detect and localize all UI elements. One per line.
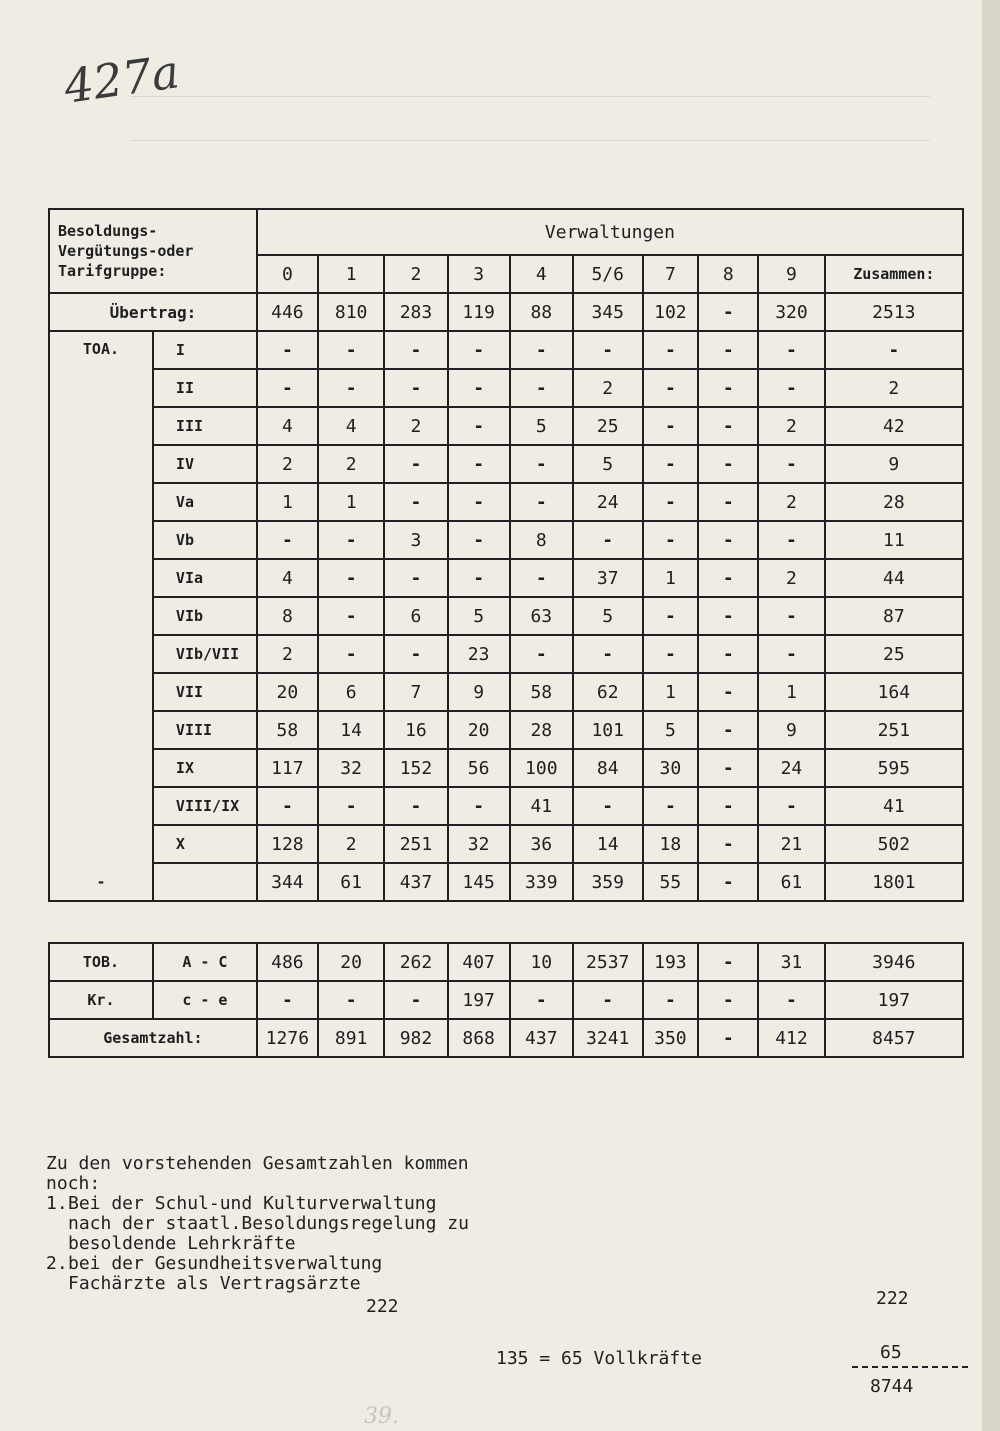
value-cell: 5: [573, 445, 643, 483]
value-cell: 262: [384, 943, 447, 981]
note-item-2-value: 135 = 65 Vollkräfte: [496, 1348, 702, 1369]
kr-label: Kr.: [49, 981, 153, 1019]
value-cell: 145: [448, 863, 510, 901]
note-item-1-total: 222: [876, 1288, 909, 1309]
value-cell: -: [318, 597, 384, 635]
value-cell: -: [318, 521, 384, 559]
value-cell: -: [573, 331, 643, 369]
value-cell: -: [510, 635, 573, 673]
value-cell: -: [318, 559, 384, 597]
value-cell: -: [698, 369, 758, 407]
row-total-cell: 9: [825, 445, 963, 483]
spacer-cell: [49, 901, 963, 943]
column-header: 2: [384, 255, 447, 293]
admin-header-label: Verwaltungen: [544, 221, 675, 243]
page-edge: [982, 0, 1000, 1431]
row-total-cell: -: [825, 331, 963, 369]
value-cell: -: [510, 981, 573, 1019]
value-cell: -: [698, 673, 758, 711]
value-cell: 8: [510, 521, 573, 559]
value-cell: -: [758, 369, 824, 407]
value-cell: 16: [384, 711, 447, 749]
value-cell: -: [698, 711, 758, 749]
value-cell: 14: [573, 825, 643, 863]
tob-row: [49, 943, 963, 981]
value-cell: 2: [257, 635, 318, 673]
admin-header: [257, 209, 963, 255]
table-row: [49, 749, 963, 787]
value-cell: 412: [758, 1019, 824, 1057]
row-total-cell: 502: [825, 825, 963, 863]
value-cell: 62: [573, 673, 643, 711]
value-cell: 446: [257, 293, 318, 331]
value-cell: -: [384, 445, 447, 483]
group-cell: VIa: [153, 559, 257, 597]
bleed-through-line: [130, 96, 930, 97]
value-cell: 982: [384, 1019, 447, 1057]
table-row: [49, 673, 963, 711]
note-item-2-text: bei der Gesundheitsverwaltung Fachärzte als Vertragsärzte: [68, 1253, 383, 1294]
value-cell: 7: [384, 673, 447, 711]
table-row: [49, 521, 963, 559]
row-total-cell: 2513: [825, 293, 963, 331]
page-number-ghost: 39.: [364, 1404, 399, 1429]
personnel-table: [48, 208, 964, 1058]
value-cell: -: [448, 369, 510, 407]
value-cell: -: [698, 407, 758, 445]
row-total-cell: 87: [825, 597, 963, 635]
value-cell: -: [698, 293, 758, 331]
spacer-row: [49, 901, 963, 943]
value-cell: 9: [448, 673, 510, 711]
value-cell: 1: [758, 673, 824, 711]
group-cell: IX: [153, 749, 257, 787]
value-cell: -: [758, 981, 824, 1019]
header-row: [49, 209, 963, 255]
value-cell: -: [698, 559, 758, 597]
value-cell: 24: [758, 749, 824, 787]
group-cell: III: [153, 407, 257, 445]
row-total-cell: 41: [825, 787, 963, 825]
value-cell: 6: [318, 673, 384, 711]
value-cell: 1: [643, 559, 699, 597]
value-cell: -: [698, 445, 758, 483]
value-cell: -: [758, 445, 824, 483]
value-cell: -: [510, 331, 573, 369]
value-cell: 100: [510, 749, 573, 787]
value-cell: 61: [318, 863, 384, 901]
value-cell: 58: [257, 711, 318, 749]
value-cell: 5: [573, 597, 643, 635]
value-cell: -: [758, 331, 824, 369]
column-header: Zusammen:: [825, 255, 963, 293]
value-cell: -: [448, 445, 510, 483]
table-row: [49, 711, 963, 749]
value-cell: 4: [318, 407, 384, 445]
value-cell: -: [698, 943, 758, 981]
value-cell: 2: [758, 559, 824, 597]
value-cell: 101: [573, 711, 643, 749]
table-row: [49, 597, 963, 635]
value-cell: -: [758, 597, 824, 635]
value-cell: -: [698, 483, 758, 521]
table-body: [49, 209, 963, 1057]
value-cell: 437: [510, 1019, 573, 1057]
value-cell: -: [510, 369, 573, 407]
value-cell: -: [257, 521, 318, 559]
value-cell: -: [643, 445, 699, 483]
group-cell: VII: [153, 673, 257, 711]
value-cell: 24: [573, 483, 643, 521]
value-cell: 6: [384, 597, 447, 635]
grand-total: 8744: [870, 1376, 914, 1397]
column-header: 9: [758, 255, 824, 293]
value-cell: 2: [573, 369, 643, 407]
uebertrag-label: Übertrag:: [49, 293, 257, 331]
value-cell: 345: [573, 293, 643, 331]
row-total-cell: 42: [825, 407, 963, 445]
total-row: [49, 1019, 963, 1057]
value-cell: 32: [318, 749, 384, 787]
kr-row: [49, 981, 963, 1019]
row-total-cell: 2: [825, 369, 963, 407]
group-cell: VIII/IX: [153, 787, 257, 825]
value-cell: -: [448, 787, 510, 825]
value-cell: 152: [384, 749, 447, 787]
value-cell: 4: [257, 407, 318, 445]
value-cell: -: [573, 521, 643, 559]
value-cell: 25: [573, 407, 643, 445]
handwritten-folio-number: 427a: [60, 44, 183, 114]
value-cell: -: [643, 597, 699, 635]
row-total-cell: 197: [825, 981, 963, 1019]
value-cell: -: [257, 981, 318, 1019]
value-cell: -: [448, 483, 510, 521]
row-total-cell: 1801: [825, 863, 963, 901]
row-total-cell: 25: [825, 635, 963, 673]
value-cell: 197: [448, 981, 510, 1019]
value-cell: -: [698, 331, 758, 369]
value-cell: 30: [643, 749, 699, 787]
value-cell: -: [643, 483, 699, 521]
value-cell: 9: [758, 711, 824, 749]
value-cell: 5: [510, 407, 573, 445]
value-cell: -: [698, 749, 758, 787]
value-cell: -: [758, 521, 824, 559]
value-cell: -: [384, 981, 447, 1019]
group-cell: II: [153, 369, 257, 407]
value-cell: -: [257, 331, 318, 369]
row-total-cell: 11: [825, 521, 963, 559]
note-item-2-total: 65: [880, 1342, 902, 1363]
value-cell: 63: [510, 597, 573, 635]
value-cell: 21: [758, 825, 824, 863]
value-cell: 3: [384, 521, 447, 559]
empty-cell: [153, 863, 257, 901]
value-cell: -: [698, 863, 758, 901]
value-cell: -: [384, 559, 447, 597]
group-cell: I: [153, 331, 257, 369]
value-cell: 2: [758, 407, 824, 445]
row-total-cell: 44: [825, 559, 963, 597]
value-cell: 2: [318, 445, 384, 483]
value-cell: -: [448, 331, 510, 369]
value-cell: -: [698, 597, 758, 635]
value-cell: 37: [573, 559, 643, 597]
value-cell: -: [643, 407, 699, 445]
value-cell: 28: [510, 711, 573, 749]
value-cell: 344: [257, 863, 318, 901]
value-cell: -: [698, 825, 758, 863]
note-item-1: [46, 1194, 476, 1254]
value-cell: -: [643, 635, 699, 673]
notes: [46, 1154, 476, 1294]
table-row: [49, 445, 963, 483]
row-total-cell: 164: [825, 673, 963, 711]
table-row: [49, 331, 963, 369]
value-cell: 193: [643, 943, 699, 981]
value-cell: -: [643, 521, 699, 559]
value-cell: -: [698, 1019, 758, 1057]
group-cell: IV: [153, 445, 257, 483]
value-cell: 14: [318, 711, 384, 749]
value-cell: 20: [448, 711, 510, 749]
value-cell: -: [698, 787, 758, 825]
value-cell: 2: [318, 825, 384, 863]
value-cell: -: [257, 369, 318, 407]
value-cell: 407: [448, 943, 510, 981]
value-cell: 1276: [257, 1019, 318, 1057]
value-cell: -: [573, 787, 643, 825]
bleed-through-line: [130, 140, 930, 141]
value-cell: -: [448, 407, 510, 445]
value-cell: 20: [318, 943, 384, 981]
table-row: [49, 407, 963, 445]
value-cell: -: [643, 981, 699, 1019]
group-cell: VIb/VII: [153, 635, 257, 673]
row-total-cell: 8457: [825, 1019, 963, 1057]
group-cell: Vb: [153, 521, 257, 559]
group-cell: Va: [153, 483, 257, 521]
value-cell: 2537: [573, 943, 643, 981]
value-cell: -: [384, 787, 447, 825]
column-header: 8: [698, 255, 758, 293]
value-cell: 20: [257, 673, 318, 711]
value-cell: 1: [257, 483, 318, 521]
total-label: Gesamtzahl:: [49, 1019, 257, 1057]
note-item-2: [46, 1254, 476, 1294]
value-cell: 18: [643, 825, 699, 863]
value-cell: 61: [758, 863, 824, 901]
table-row: [49, 825, 963, 863]
value-cell: 36: [510, 825, 573, 863]
kr-group: c - e: [153, 981, 257, 1019]
row-total-cell: 595: [825, 749, 963, 787]
value-cell: 320: [758, 293, 824, 331]
value-cell: -: [510, 559, 573, 597]
value-cell: -: [510, 445, 573, 483]
tob-label: TOB.: [49, 943, 153, 981]
value-cell: 117: [257, 749, 318, 787]
value-cell: 5: [643, 711, 699, 749]
table-row: [49, 559, 963, 597]
table-row: [49, 635, 963, 673]
value-cell: -: [318, 369, 384, 407]
value-cell: 84: [573, 749, 643, 787]
column-header: 1: [318, 255, 384, 293]
column-header: 3: [448, 255, 510, 293]
value-cell: 283: [384, 293, 447, 331]
value-cell: 4: [257, 559, 318, 597]
uebertrag-row: [49, 293, 963, 331]
row-total-cell: 28: [825, 483, 963, 521]
sum-rule: [852, 1366, 968, 1368]
column-header: 7: [643, 255, 699, 293]
value-cell: -: [448, 521, 510, 559]
value-cell: -: [698, 981, 758, 1019]
value-cell: 2: [384, 407, 447, 445]
value-cell: 55: [643, 863, 699, 901]
note-item-1-text: Bei der Schul-und Kulturverwaltung nach der staatl.Besoldungsregelung zu besoldende Lehrkräfte: [68, 1193, 469, 1254]
row-total-cell: 251: [825, 711, 963, 749]
note-item-1-number: 1.: [46, 1193, 68, 1214]
value-cell: -: [384, 331, 447, 369]
value-cell: -: [698, 635, 758, 673]
value-cell: -: [573, 635, 643, 673]
value-cell: 88: [510, 293, 573, 331]
value-cell: -: [510, 483, 573, 521]
value-cell: 339: [510, 863, 573, 901]
group-cell: VIb: [153, 597, 257, 635]
value-cell: 810: [318, 293, 384, 331]
value-cell: 119: [448, 293, 510, 331]
value-cell: 1: [318, 483, 384, 521]
value-cell: -: [384, 483, 447, 521]
value-cell: 2: [758, 483, 824, 521]
value-cell: 128: [257, 825, 318, 863]
value-cell: 56: [448, 749, 510, 787]
value-cell: -: [318, 981, 384, 1019]
value-cell: 359: [573, 863, 643, 901]
value-cell: 41: [510, 787, 573, 825]
value-cell: -: [643, 331, 699, 369]
value-cell: 32: [448, 825, 510, 863]
value-cell: 3241: [573, 1019, 643, 1057]
value-cell: 1: [643, 673, 699, 711]
value-cell: 5: [448, 597, 510, 635]
value-cell: 868: [448, 1019, 510, 1057]
value-cell: 350: [643, 1019, 699, 1057]
value-cell: -: [643, 369, 699, 407]
value-cell: 23: [448, 635, 510, 673]
column-header: 4: [510, 255, 573, 293]
value-cell: -: [573, 981, 643, 1019]
value-cell: -: [758, 635, 824, 673]
value-cell: -: [643, 787, 699, 825]
value-cell: 102: [643, 293, 699, 331]
group-cell: VIII: [153, 711, 257, 749]
value-cell: 251: [384, 825, 447, 863]
note-item-2-number: 2.: [46, 1253, 68, 1274]
toa-label: TOA.: [49, 331, 153, 863]
value-cell: -: [384, 369, 447, 407]
table-row: [49, 369, 963, 407]
table-row: [49, 483, 963, 521]
value-cell: -: [318, 331, 384, 369]
value-cell: -: [257, 787, 318, 825]
value-cell: 891: [318, 1019, 384, 1057]
row-total-cell: 3946: [825, 943, 963, 981]
note-item-1-value: 222: [366, 1296, 399, 1317]
column-header: 5/6: [573, 255, 643, 293]
group-header: Besoldungs-Vergütungs-oder Tarifgruppe:: [49, 209, 257, 293]
value-cell: -: [318, 787, 384, 825]
value-cell: -: [384, 635, 447, 673]
group-cell: X: [153, 825, 257, 863]
toa-sum-label: -: [49, 863, 153, 901]
value-cell: 31: [758, 943, 824, 981]
column-header: 0: [257, 255, 318, 293]
value-cell: 437: [384, 863, 447, 901]
value-cell: 8: [257, 597, 318, 635]
value-cell: -: [698, 521, 758, 559]
toa-sum-row: [49, 863, 963, 901]
value-cell: 2: [257, 445, 318, 483]
value-cell: -: [758, 787, 824, 825]
value-cell: 486: [257, 943, 318, 981]
value-cell: 58: [510, 673, 573, 711]
value-cell: 10: [510, 943, 573, 981]
value-cell: -: [448, 559, 510, 597]
tob-group: A - C: [153, 943, 257, 981]
value-cell: -: [318, 635, 384, 673]
notes-intro: Zu den vorstehenden Gesamtzahlen kommen noch:: [46, 1153, 469, 1194]
table-row: [49, 787, 963, 825]
